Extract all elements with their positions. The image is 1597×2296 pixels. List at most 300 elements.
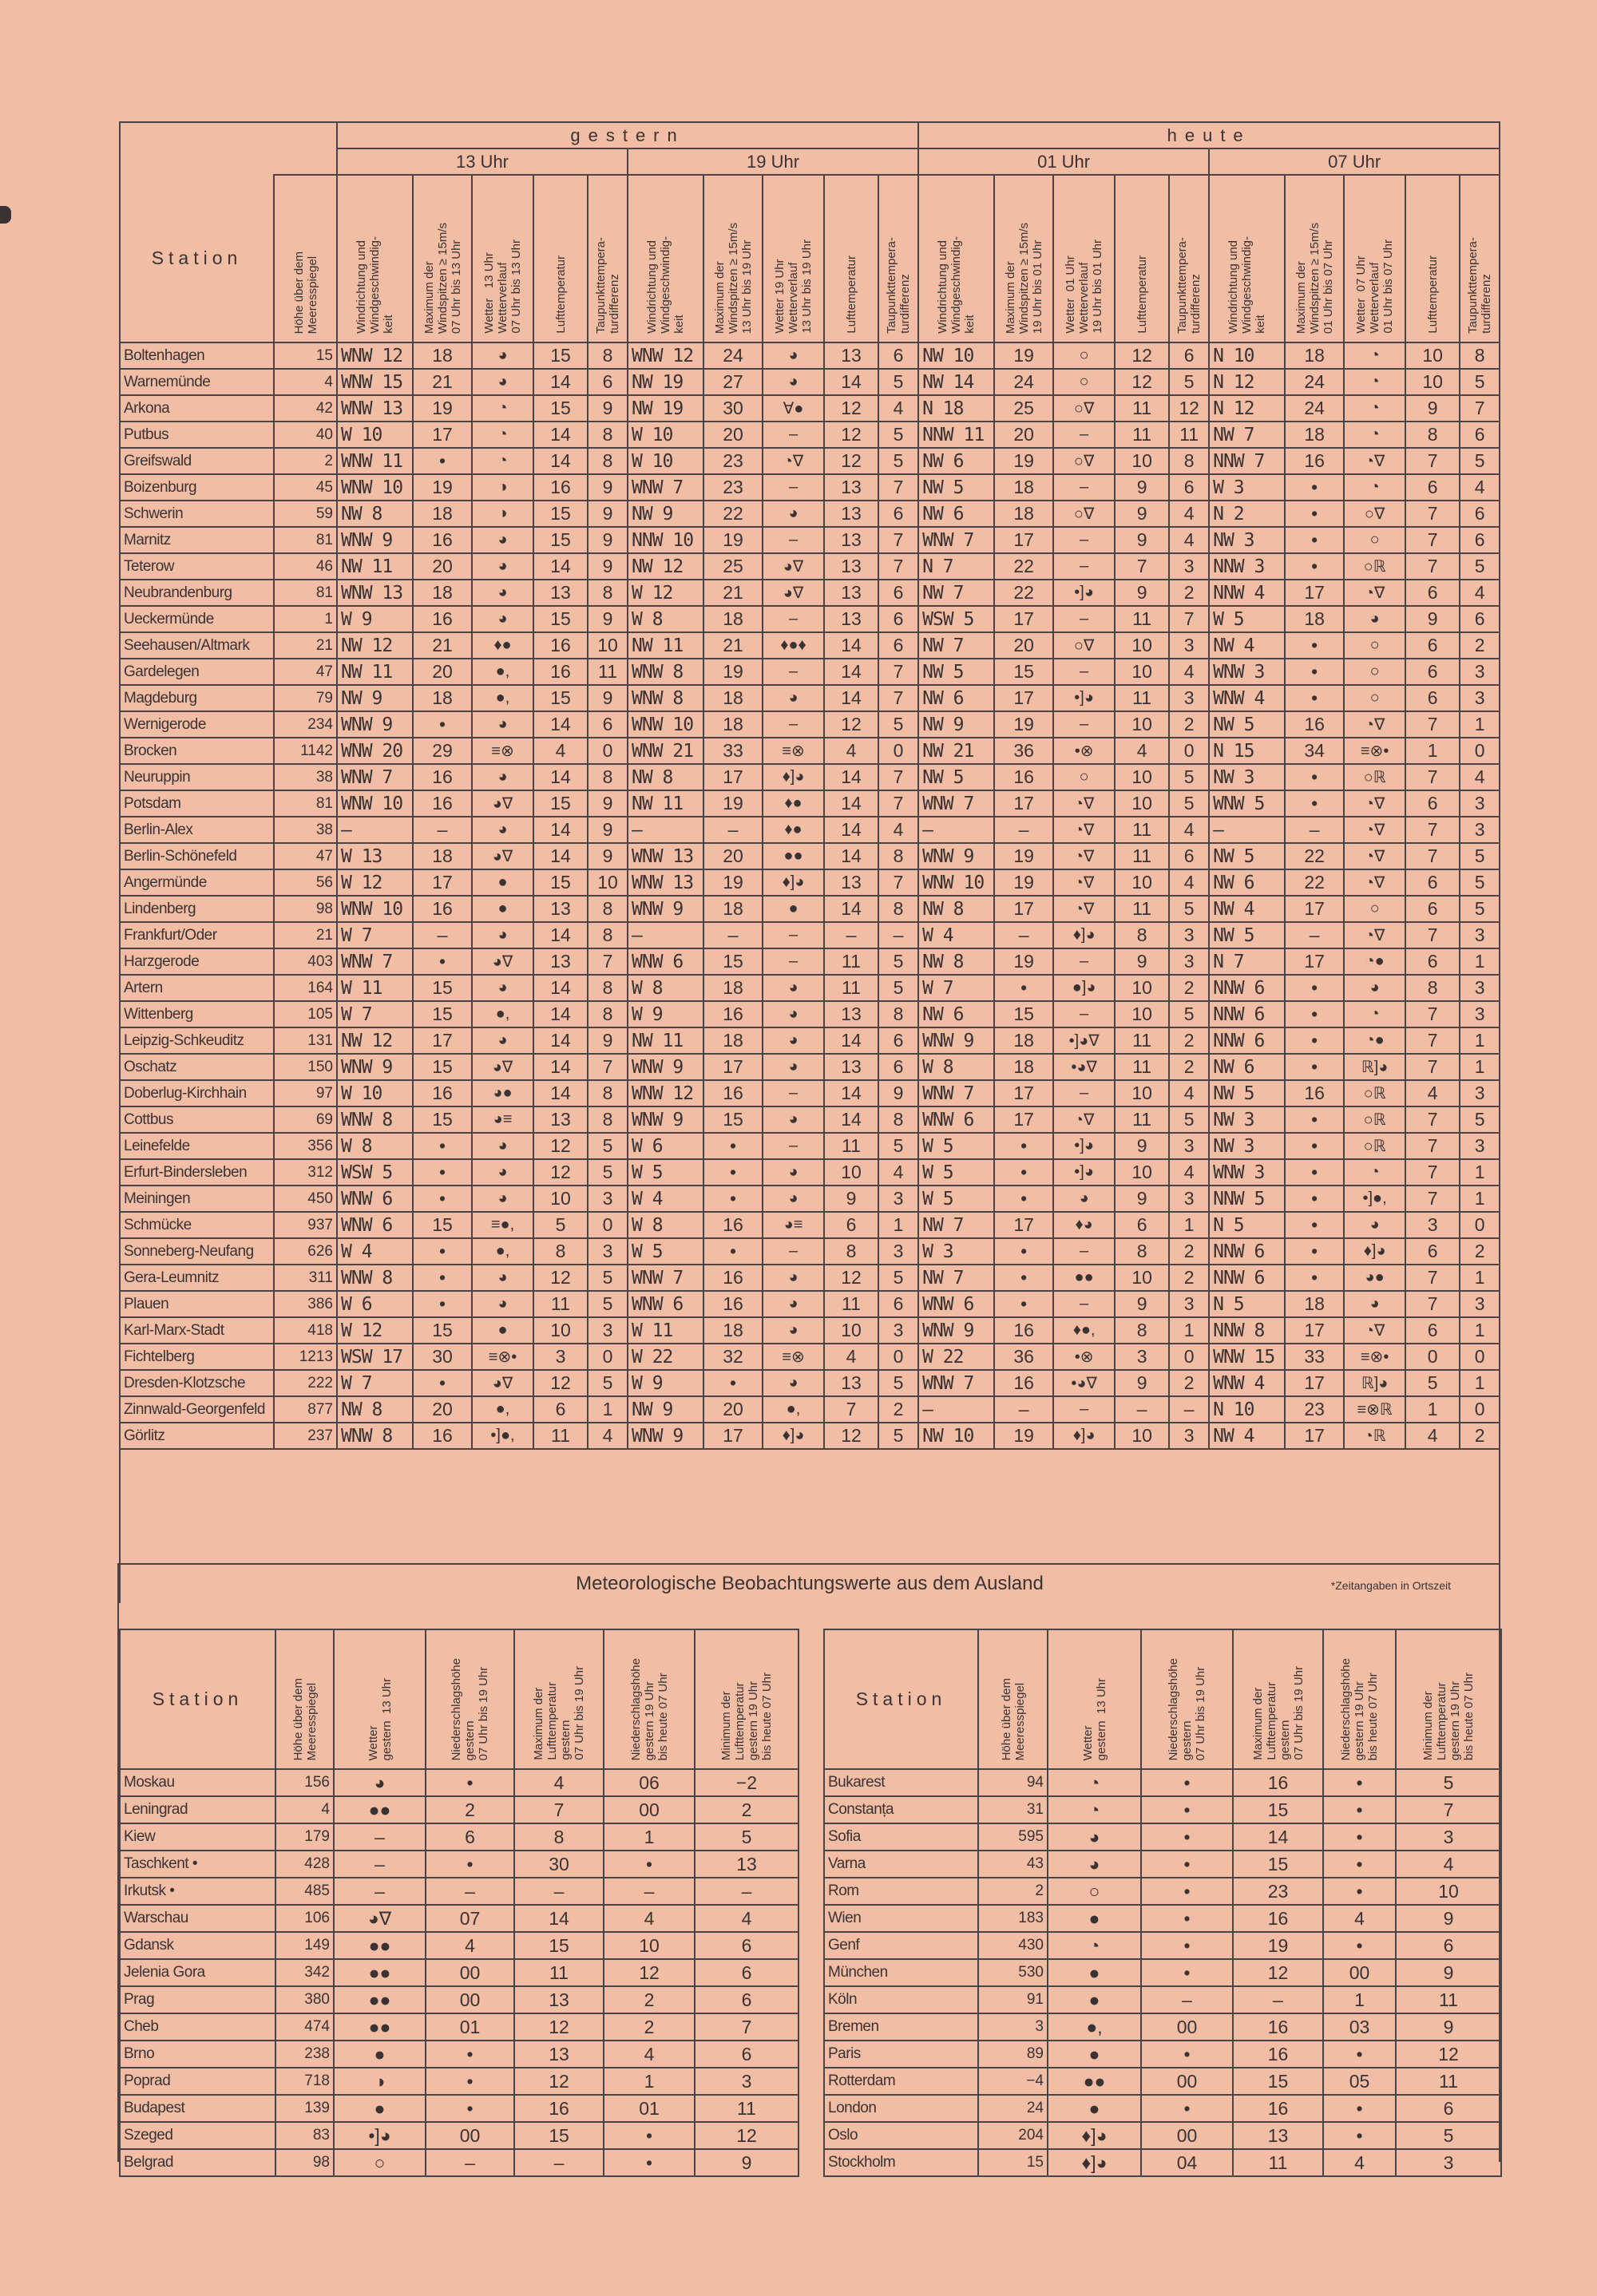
foreign-station-row <box>824 1986 1501 2013</box>
station-height: 1 <box>274 606 337 632</box>
wind: NW 3 <box>1209 764 1285 790</box>
temperature: 11 <box>1115 1106 1169 1133</box>
gust: • <box>413 1265 472 1291</box>
dewpoint-diff: 4 <box>1460 474 1500 501</box>
weather: ◕≡ <box>472 1106 533 1133</box>
weather: ◔ <box>1344 342 1405 369</box>
station-height: 98 <box>275 2149 334 2176</box>
temperature: 15 <box>533 685 588 711</box>
weather: ● <box>1048 2041 1141 2068</box>
station-row <box>120 1423 1500 1449</box>
wind: WNW 7 <box>628 474 703 501</box>
wind: NW 5 <box>1209 843 1285 869</box>
max-temp: 23 <box>1233 1878 1323 1905</box>
station-name: Paris <box>824 2041 978 2068</box>
station-height: 40 <box>274 422 337 448</box>
weather: ◕ <box>763 369 824 395</box>
dewpoint-diff: 6 <box>1169 342 1209 369</box>
foreign-station-row <box>824 1769 1501 1796</box>
wind: NW 10 <box>918 342 994 369</box>
station-height: 83 <box>275 2122 334 2149</box>
station-name: Neuruppin <box>120 764 274 790</box>
temperature: 10 <box>1115 975 1169 1001</box>
gust: 16 <box>413 527 472 553</box>
wind: W 8 <box>918 1054 994 1080</box>
station-name: Moskau <box>120 1769 275 1796</box>
weather: ◕ <box>763 1027 824 1054</box>
station-name: Bukarest <box>824 1769 978 1796</box>
station-height: 4 <box>274 369 337 395</box>
precip-day: 00 <box>1141 2122 1233 2149</box>
wind: NW 7 <box>1209 422 1285 448</box>
dewpoint-diff: 6 <box>878 1291 918 1317</box>
max-temp: – <box>1233 1986 1323 2013</box>
weather: ○∇ <box>1053 395 1115 422</box>
temperature: 6 <box>1405 869 1460 896</box>
gust: 17 <box>994 1212 1053 1238</box>
precip-night: 4 <box>1323 2149 1396 2176</box>
weather: ◔ <box>472 422 533 448</box>
weather: ◔ <box>1344 1001 1405 1027</box>
weather: ♦●♦ <box>763 632 824 659</box>
gust: 17 <box>1285 948 1344 975</box>
temperature: 10 <box>1405 369 1460 395</box>
wind: NW 11 <box>628 632 703 659</box>
gust: 17 <box>1285 896 1344 922</box>
weather: ●, <box>472 659 533 685</box>
station-height: 450 <box>274 1186 337 1212</box>
foreign-title: Meteorologische Beobachtungswerte aus dem Ausland <box>576 1573 1044 1594</box>
temperature: 7 <box>1405 711 1460 738</box>
wind: NW 12 <box>337 1027 413 1054</box>
wind: NW 19 <box>628 369 703 395</box>
temperature: 10 <box>1115 711 1169 738</box>
temperature: 7 <box>1405 922 1460 948</box>
temperature: 14 <box>824 685 878 711</box>
station-name: Seehausen/Altmark <box>120 632 274 659</box>
weather: ○ <box>1344 659 1405 685</box>
dewpoint-diff: 2 <box>1169 975 1209 1001</box>
dewpoint-diff: 1 <box>1460 1159 1500 1186</box>
weather: – <box>763 422 824 448</box>
weather: ◕ <box>763 1001 824 1027</box>
group-today: heute <box>918 122 1500 148</box>
wind: W 7 <box>337 1001 413 1027</box>
gust: 18 <box>1285 422 1344 448</box>
wind: WNW 15 <box>337 369 413 395</box>
weather: – <box>763 1080 824 1106</box>
weather: – <box>763 474 824 501</box>
station-name: Magdeburg <box>120 685 274 711</box>
station-row <box>120 606 1500 632</box>
precip-night: 10 <box>604 1932 695 1959</box>
weather: ○ <box>1053 369 1115 395</box>
gust: 18 <box>703 975 763 1001</box>
dewpoint-diff: 9 <box>588 553 628 580</box>
wind: WNW 9 <box>918 843 994 869</box>
weather: ◕ <box>763 1159 824 1186</box>
dewpoint-diff: 1 <box>1169 1317 1209 1344</box>
station-name: Artern <box>120 975 274 1001</box>
wind: W 12 <box>337 869 413 896</box>
dewpoint-diff: 0 <box>1460 1344 1500 1370</box>
weather: ◕ <box>1048 1851 1141 1878</box>
temperature: 12 <box>533 1159 588 1186</box>
wind: W 12 <box>337 1317 413 1344</box>
temperature: 10 <box>824 1317 878 1344</box>
max-temp: 16 <box>1233 2095 1323 2122</box>
station-height: 150 <box>274 1054 337 1080</box>
dewpoint-diff: 9 <box>588 1027 628 1054</box>
temperature: 14 <box>533 817 588 843</box>
max-temp: 15 <box>1233 1851 1323 1878</box>
dewpoint-diff: 6 <box>1460 606 1500 632</box>
foreign-col-header-6: Minimum der Lufttemperatur gestern 19 Uhr bis heute 07 Uhr <box>1396 1629 1501 1769</box>
station-row <box>120 1106 1500 1133</box>
gust: • <box>994 1238 1053 1265</box>
temperature: 15 <box>533 790 588 817</box>
gust: • <box>1285 1001 1344 1027</box>
gust: • <box>994 1265 1053 1291</box>
dewpoint-diff: 3 <box>1169 1186 1209 1212</box>
gust: • <box>413 1370 472 1396</box>
station-height: 97 <box>274 1080 337 1106</box>
weather: ● <box>334 2095 426 2122</box>
dewpoint-diff: 5 <box>878 1423 918 1449</box>
wind: W 8 <box>628 606 703 632</box>
max-temp: 16 <box>1233 2013 1323 2041</box>
dewpoint-diff: 6 <box>878 501 918 527</box>
dewpoint-diff: 9 <box>588 843 628 869</box>
foreign-col-header-4: Maximum der Lufttemperatur gestern 07 Uhr bis 19 Uhr <box>514 1629 604 1769</box>
weather: ●● <box>1048 2068 1141 2095</box>
gust: • <box>703 1133 763 1159</box>
dewpoint-diff: 4 <box>1169 1159 1209 1186</box>
station-height: 626 <box>274 1238 337 1265</box>
wind: WNW 10 <box>918 869 994 896</box>
weather: •]●, <box>1344 1186 1405 1212</box>
dewpoint-diff: 4 <box>1169 1080 1209 1106</box>
weather: ≡⊗ <box>763 738 824 764</box>
weather: ◔∇ <box>1344 817 1405 843</box>
weather: ●● <box>334 1986 426 2013</box>
wind: – <box>628 817 703 843</box>
temperature: 16 <box>533 632 588 659</box>
temperature: 0 <box>1405 1344 1460 1370</box>
dewpoint-diff: 0 <box>1460 1212 1500 1238</box>
dewpoint-diff: 9 <box>588 395 628 422</box>
station-name: Schmücke <box>120 1212 274 1238</box>
gust: 18 <box>413 843 472 869</box>
weather: ● <box>1048 1986 1141 2013</box>
weather: – <box>763 606 824 632</box>
foreign-station-row <box>824 2041 1501 2068</box>
wind: WNW 10 <box>337 896 413 922</box>
station-name: Dresden-Klotzsche <box>120 1370 274 1396</box>
dewpoint-diff: 8 <box>878 1106 918 1133</box>
weather: ○∇ <box>1053 501 1115 527</box>
dewpoint-diff: 8 <box>1169 448 1209 474</box>
wind: W 4 <box>628 1186 703 1212</box>
gust: 18 <box>1285 606 1344 632</box>
foreign-table-left <box>119 1629 799 2177</box>
weather: •]●, <box>472 1423 533 1449</box>
wind: WNW 9 <box>628 896 703 922</box>
weather: ◔∇ <box>1344 922 1405 948</box>
gust: 15 <box>413 1106 472 1133</box>
gust: • <box>1285 1106 1344 1133</box>
precip-night: • <box>1323 1851 1396 1878</box>
max-temp: – <box>514 2149 604 2176</box>
station-row <box>120 422 1500 448</box>
weather: ◕ <box>472 580 533 606</box>
temperature: 7 <box>1405 1159 1460 1186</box>
wind: – <box>918 817 994 843</box>
temperature: 11 <box>1115 685 1169 711</box>
dewpoint-diff: 3 <box>1169 948 1209 975</box>
station-name: München <box>824 1959 978 1986</box>
temperature: 13 <box>824 1001 878 1027</box>
precip-day: 01 <box>426 2013 514 2041</box>
dewpoint-diff: 8 <box>588 764 628 790</box>
dewpoint-diff: 6 <box>878 1027 918 1054</box>
gust: 19 <box>413 474 472 501</box>
temperature: 12 <box>1115 369 1169 395</box>
dewpoint-diff: 7 <box>878 527 918 553</box>
wind: NW 6 <box>918 501 994 527</box>
weather: ●, <box>472 1238 533 1265</box>
weather: – <box>1053 527 1115 553</box>
temperature: 7 <box>1405 1265 1460 1291</box>
weather: ◔● <box>1344 1027 1405 1054</box>
gust: 18 <box>1285 1291 1344 1317</box>
temperature: 7 <box>1405 501 1460 527</box>
gust: 19 <box>994 869 1053 896</box>
temperature: – <box>1115 1396 1169 1423</box>
weather: ◕● <box>1344 1265 1405 1291</box>
gust: • <box>1285 1054 1344 1080</box>
station-name: Erfurt-Bindersleben <box>120 1159 274 1186</box>
weather: ○ <box>1048 1878 1141 1905</box>
dewpoint-diff: 3 <box>1169 1291 1209 1317</box>
wind: NW 6 <box>918 685 994 711</box>
wind: W 9 <box>337 606 413 632</box>
foreign-col-header-5: Niederschlagshöhe gestern 19 Uhr bis heute 07 Uhr <box>604 1629 695 1769</box>
wind: NW 3 <box>1209 1133 1285 1159</box>
weather: – <box>1053 1080 1115 1106</box>
dewpoint-diff: 5 <box>878 948 918 975</box>
temperature: 13 <box>824 869 878 896</box>
precip-night: – <box>604 1878 695 1905</box>
gust: 36 <box>994 1344 1053 1370</box>
wind: – <box>337 817 413 843</box>
station-name: Belgrad <box>120 2149 275 2176</box>
dewpoint-diff: 2 <box>1460 632 1500 659</box>
wind: NW 11 <box>628 1027 703 1054</box>
foreign-station-row <box>824 2095 1501 2122</box>
temperature: 7 <box>1405 764 1460 790</box>
dewpoint-diff: 3 <box>878 1238 918 1265</box>
station-height: 81 <box>274 790 337 817</box>
dewpoint-diff: 3 <box>1460 790 1500 817</box>
temperature: 7 <box>1405 843 1460 869</box>
wind: NW 9 <box>337 685 413 711</box>
weather: ℝ]◕ <box>1344 1370 1405 1396</box>
dewpoint-diff: 5 <box>588 1370 628 1396</box>
wind: WNW 9 <box>337 527 413 553</box>
col-header-01-0: Windrichtung und Windgeschwindig- keit <box>918 175 994 342</box>
station-row <box>120 948 1500 975</box>
weather: ◔∇ <box>1053 896 1115 922</box>
weather: ◔∇ <box>1053 1106 1115 1133</box>
dewpoint-diff: 6 <box>1460 501 1500 527</box>
station-name: Rom <box>824 1878 978 1905</box>
max-temp: 13 <box>514 1986 604 2013</box>
foreign-station-row <box>824 2013 1501 2041</box>
station-name: Leningrad <box>120 1796 275 1823</box>
temperature: 15 <box>533 395 588 422</box>
min-temp: 6 <box>695 1932 798 1959</box>
weather: ◕ <box>472 342 533 369</box>
weather: ○ℝ <box>1344 1133 1405 1159</box>
min-temp: 3 <box>1396 2149 1501 2176</box>
temperature: 15 <box>533 501 588 527</box>
precip-night: • <box>1323 1932 1396 1959</box>
temperature: 10 <box>533 1186 588 1212</box>
wind: WNW 8 <box>337 1106 413 1133</box>
foreign-station-row <box>824 1851 1501 1878</box>
weather: ◕ <box>763 1370 824 1396</box>
dewpoint-diff: 1 <box>1460 711 1500 738</box>
temperature: 4 <box>824 1344 878 1370</box>
dewpoint-diff: 7 <box>588 1054 628 1080</box>
weather: ○ℝ <box>1344 1106 1405 1133</box>
max-temp: 11 <box>514 1959 604 1986</box>
station-height: 179 <box>275 1823 334 1851</box>
weather: ◕ <box>1344 1291 1405 1317</box>
temperature: 9 <box>1115 948 1169 975</box>
wind: NW 5 <box>918 474 994 501</box>
weather: ●, <box>1048 2013 1141 2041</box>
precip-day: • <box>1141 1796 1233 1823</box>
dewpoint-diff: 5 <box>1169 1106 1209 1133</box>
gust: • <box>703 1238 763 1265</box>
gust: 17 <box>703 764 763 790</box>
weather: ●, <box>763 1396 824 1423</box>
weather: – <box>1053 948 1115 975</box>
gust: 34 <box>1285 738 1344 764</box>
punch-mark <box>0 206 11 224</box>
temperature: 10 <box>824 1159 878 1186</box>
dewpoint-diff: 9 <box>878 1080 918 1106</box>
gust: • <box>413 948 472 975</box>
max-temp: 30 <box>514 1851 604 1878</box>
precip-day: • <box>426 1769 514 1796</box>
wind: N 7 <box>1209 948 1285 975</box>
temperature: 6 <box>1405 790 1460 817</box>
temperature: 10 <box>1115 1159 1169 1186</box>
col-header-13-1: Maximum der Windspitzen ≥ 15m/s 07 Uhr bis 13 Uhr <box>413 175 472 342</box>
wind: W 7 <box>918 975 994 1001</box>
dewpoint-diff: 5 <box>878 1370 918 1396</box>
dewpoint-diff: 6 <box>588 711 628 738</box>
dewpoint-diff: 1 <box>1460 1027 1500 1054</box>
station-row <box>120 817 1500 843</box>
dewpoint-diff: 5 <box>878 1133 918 1159</box>
temperature: 6 <box>824 1212 878 1238</box>
gust: 19 <box>703 869 763 896</box>
weather: ●]◕ <box>1053 975 1115 1001</box>
col-header-13-0: Windrichtung und Windgeschwindig- keit <box>337 175 413 342</box>
temperature: 14 <box>533 975 588 1001</box>
temperature: 14 <box>824 817 878 843</box>
temperature: 14 <box>533 843 588 869</box>
station-height: 386 <box>274 1291 337 1317</box>
wind: WNW 6 <box>628 948 703 975</box>
wind: NNW 6 <box>1209 1027 1285 1054</box>
wind: W 5 <box>628 1159 703 1186</box>
min-temp: 9 <box>1396 1905 1501 1932</box>
weather: ◕ <box>1048 1823 1141 1851</box>
dewpoint-diff: 3 <box>1169 1133 1209 1159</box>
precip-day: • <box>426 1851 514 1878</box>
dewpoint-diff: 6 <box>878 342 918 369</box>
precip-night: 03 <box>1323 2013 1396 2041</box>
temperature: 7 <box>1405 1027 1460 1054</box>
gust: 18 <box>413 685 472 711</box>
gust: 20 <box>994 632 1053 659</box>
gust: 16 <box>413 896 472 922</box>
weather: ◔∇ <box>1344 869 1405 896</box>
foreign-station-row <box>120 2095 798 2122</box>
wind: NNW 8 <box>1209 1317 1285 1344</box>
dewpoint-diff: 6 <box>878 1054 918 1080</box>
station-height: 149 <box>275 1932 334 1959</box>
station-height: 595 <box>978 1823 1048 1851</box>
wind: WNW 12 <box>337 342 413 369</box>
weather: ●● <box>334 1959 426 1986</box>
weather: ◔∇ <box>1344 448 1405 474</box>
blank-area <box>120 1449 1500 1570</box>
weather: – <box>763 659 824 685</box>
dewpoint-diff: 3 <box>1460 659 1500 685</box>
min-temp: 4 <box>695 1905 798 1932</box>
dewpoint-diff: 4 <box>1169 501 1209 527</box>
weather: ♦]◕ <box>1048 2122 1141 2149</box>
weather: ♦]◕ <box>763 869 824 896</box>
col-header-19-1: Maximum der Windspitzen ≥ 15m/s 13 Uhr bis 19 Uhr <box>703 175 763 342</box>
wind: WNW 10 <box>337 474 413 501</box>
gust: 19 <box>413 395 472 422</box>
group-yesterday: gestern <box>337 122 918 148</box>
temperature: 10 <box>1115 448 1169 474</box>
max-temp: 19 <box>1233 1932 1323 1959</box>
wind: N 7 <box>918 553 994 580</box>
gust: • <box>1285 527 1344 553</box>
wind: W 11 <box>337 975 413 1001</box>
dewpoint-diff: 1 <box>1460 1265 1500 1291</box>
station-name: Karl-Marx-Stadt <box>120 1317 274 1344</box>
weather: ◕ <box>472 1159 533 1186</box>
temperature: 7 <box>1115 553 1169 580</box>
max-temp: 15 <box>514 1932 604 1959</box>
dewpoint-diff: 5 <box>1460 896 1500 922</box>
dewpoint-diff: 7 <box>878 764 918 790</box>
foreign-col-header-1: Höhe über dem Meeresspiegel <box>275 1629 334 1769</box>
station-row <box>120 474 1500 501</box>
station-name: Wittenberg <box>120 1001 274 1027</box>
temperature: 11 <box>533 1423 588 1449</box>
